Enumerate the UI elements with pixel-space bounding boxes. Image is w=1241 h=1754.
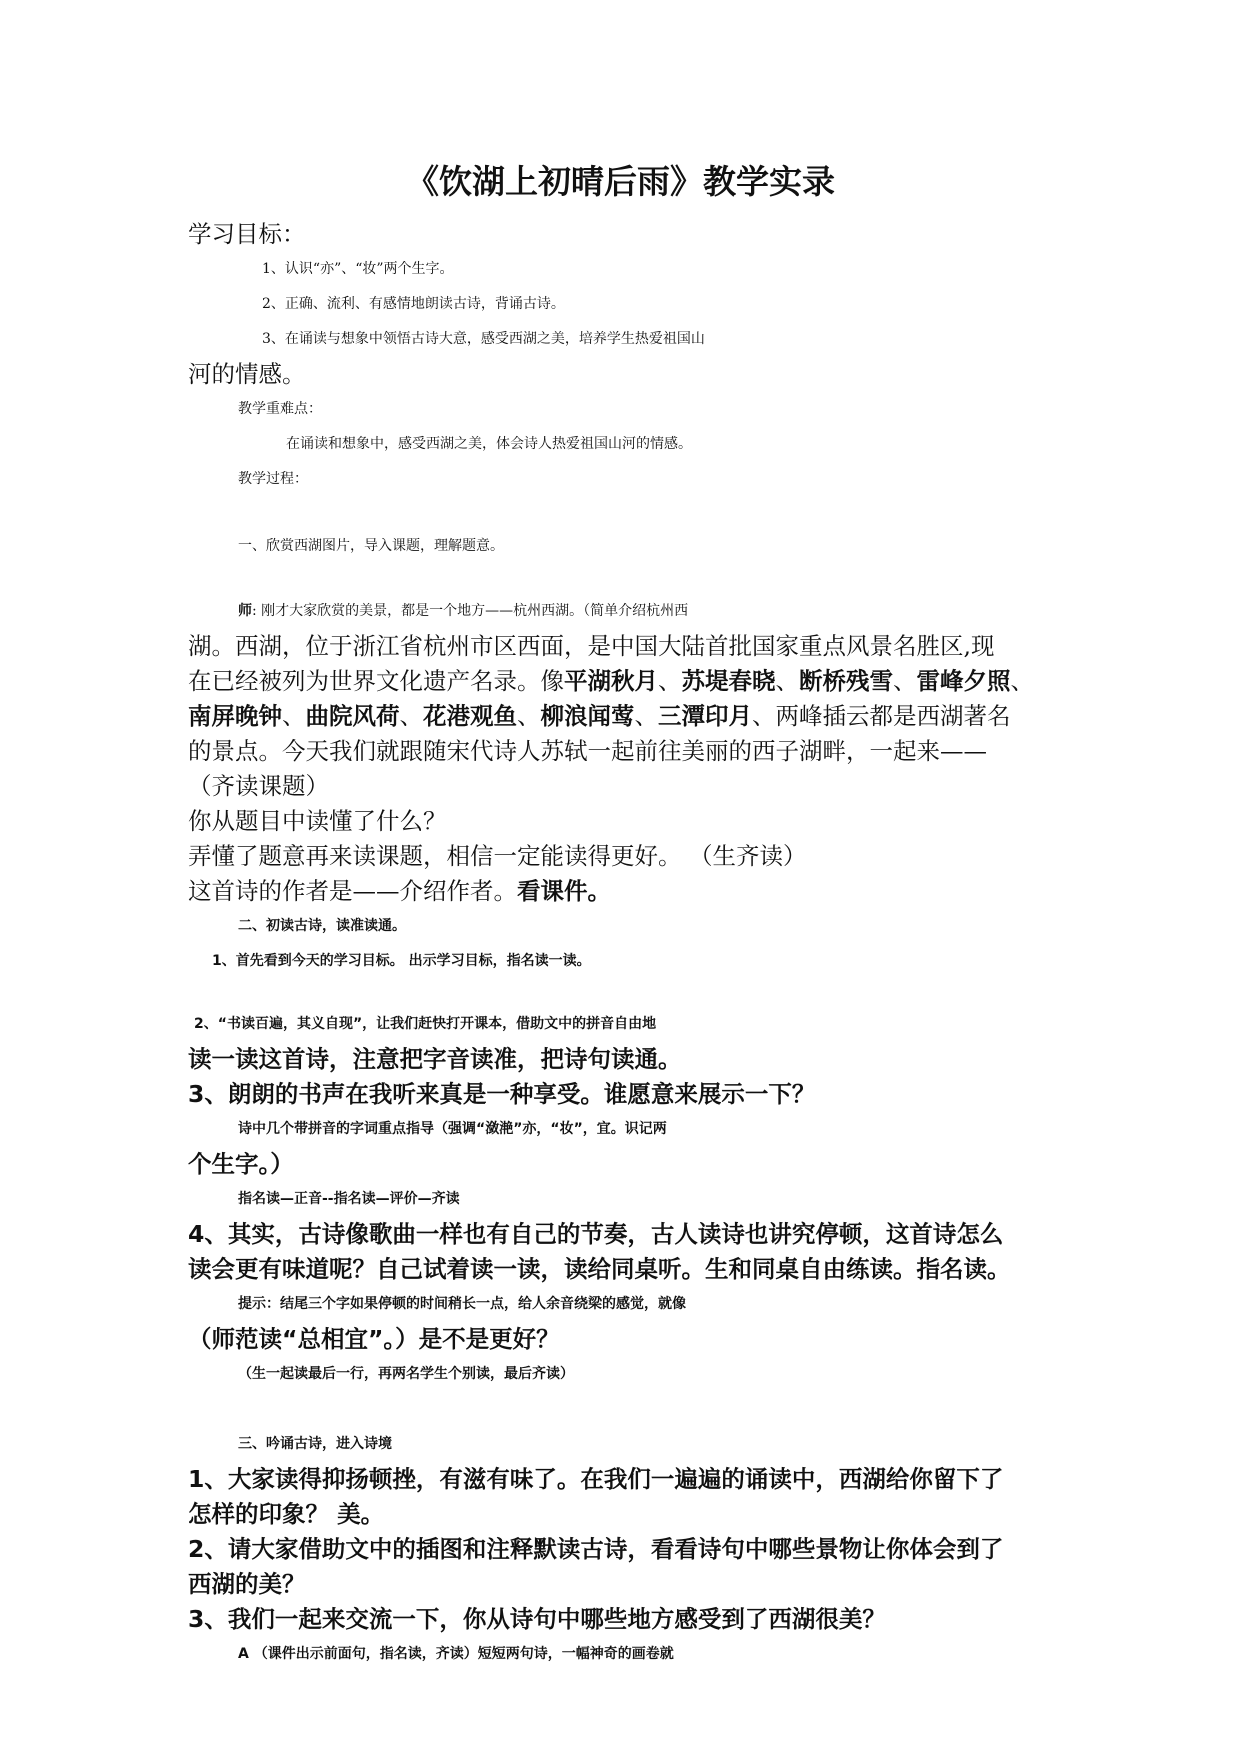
text-segment: 、 <box>282 702 306 730</box>
paragraph-line: 指名读—正音--指名读—评价—齐读 <box>238 1191 460 1207</box>
paragraph-line <box>188 873 1068 909</box>
objective-1: 1、认识“亦”、“妆”两个生字。 <box>262 261 454 277</box>
text-segment: 、两峰插云都是西湖著名 <box>752 702 1011 730</box>
paragraph-line: 3、我们一起来交流一下，你从诗句中哪些地方感受到了西湖很美？ <box>188 1605 886 1633</box>
paragraph-line: 西湖的美？ <box>188 1570 306 1598</box>
paragraph-line: 3、朗朗的书声在我听来真是一种享受。谁愿意来展示一下？ <box>188 1080 816 1108</box>
part-2-heading: 二、初读古诗，读准读通。 <box>238 918 406 934</box>
section-heading-key-points: 教学重难点： <box>238 401 322 417</box>
paragraph-line: 2、请大家借助文中的插图和注释默读古诗，看看诗句中哪些景物让你体会到了 <box>188 1535 1004 1563</box>
text-segment: 、 <box>399 702 423 730</box>
paragraph-line: （生一起读最后一行，再两名学生个别读，最后齐读） <box>238 1366 574 1382</box>
paragraph-line: 读一读这首诗，注意把字音读准，把诗句读通。 <box>188 1045 682 1073</box>
text-segment: 、 <box>1010 667 1034 695</box>
paragraph-line: 2、“书读百遍，其义自现”，让我们赶快打开课本，借助文中的拼音自由地 <box>194 1016 657 1032</box>
paragraph-line: （齐读课题） <box>188 772 329 800</box>
text-segment: 、 <box>634 702 658 730</box>
text-segment: 、 <box>517 702 541 730</box>
paragraph-line <box>188 698 1068 734</box>
text-segment: 在已经被列为世界文化遗产名录。像 <box>188 667 564 695</box>
paragraph-line: 诗中几个带拼音的字词重点指导（强调“潋滟”亦，“妆”，宜。识记两 <box>238 1121 667 1137</box>
scenic-spot: 雷峰夕照 <box>916 667 1011 695</box>
paragraph-line <box>188 663 1068 699</box>
paragraph-line: （师范读“总相宜”。）是不是更好？ <box>188 1325 560 1353</box>
paragraph-line: 提示：结尾三个字如果停顿的时间稍长一点，给人余音绕梁的感觉，就像 <box>238 1296 686 1312</box>
teacher-label: 师 <box>238 603 252 619</box>
paragraph-line: 读会更有味道呢？自己试着读一读，读给同桌听。生和同桌自由练读。指名读。 <box>188 1255 1011 1283</box>
scenic-spot: 苏堤春晓 <box>681 667 776 695</box>
objective-3-cont: 河的情感。 <box>188 360 306 388</box>
text-segment: 这首诗的作者是——介绍作者。 <box>188 877 517 905</box>
paragraph-line: 1、大家读得抑扬顿挫，有滋有味了。在我们一遍遍的诵读中，西湖给你留下了 <box>188 1465 1004 1493</box>
text-segment: 、 <box>775 667 799 695</box>
paragraph-line: 4、其实，古诗像歌曲一样也有自己的节奏，古人读诗也讲究停顿，这首诗怎么 <box>188 1220 1004 1248</box>
scenic-spot: 曲院风荷 <box>305 702 400 730</box>
section-heading-objectives: 学习目标： <box>188 220 306 248</box>
text-segment-bold: 看课件。 <box>517 877 611 905</box>
text-segment: 、 <box>893 667 917 695</box>
scenic-spot: 南屏晚钟 <box>188 702 282 730</box>
document-title: 《饮湖上初晴后雨》教学实录 <box>406 162 835 201</box>
paragraph-line: 1、首先看到今天的学习目标。 出示学习目标，指名读一读。 <box>212 953 591 969</box>
scenic-spot: 柳浪闻莺 <box>540 702 635 730</box>
paragraph-line <box>238 593 1118 629</box>
scenic-spot: 三潭印月 <box>658 702 752 730</box>
scenic-spot: 断桥残雪 <box>799 667 893 695</box>
text-segment: : 刚才大家欣赏的美景，都是一个地方——杭州西湖。（简单介绍杭州西 <box>252 603 689 619</box>
part-1-heading: 一、欣赏西湖图片，导入课题，理解题意。 <box>238 538 504 554</box>
section-heading-process: 教学过程： <box>238 471 308 487</box>
objective-2: 2、正确、流利、有感情地朗读古诗，背诵古诗。 <box>262 296 565 312</box>
paragraph-line: 湖。西湖，位于浙江省杭州市区西面，是中国大陆首批国家重点风景名胜区,现 <box>188 632 995 660</box>
key-points-text: 在诵读和想象中，感受西湖之美，体会诗人热爱祖国山河的情感。 <box>286 436 692 452</box>
text-segment: 、 <box>658 667 682 695</box>
part-3-heading: 三、吟诵古诗，进入诗境 <box>238 1436 392 1452</box>
paragraph-line: 个生字。） <box>188 1150 294 1178</box>
paragraph-line: A （课件出示前面句，指名读，齐读）短短两句诗，一幅神奇的画卷就 <box>238 1646 674 1662</box>
paragraph-line: 的景点。今天我们就跟随宋代诗人苏轼一起前往美丽的西子湖畔，一起来—— <box>188 737 987 765</box>
scenic-spot: 花港观鱼 <box>423 702 517 730</box>
scenic-spot: 平湖秋月 <box>564 667 658 695</box>
paragraph-line: 怎样的印象？ 美。 <box>188 1500 385 1528</box>
paragraph-line: 你从题目中读懂了什么？ <box>188 807 447 835</box>
objective-3: 3、在诵读与想象中领悟古诗大意，感受西湖之美，培养学生热爱祖国山 <box>262 331 705 347</box>
paragraph-line: 弄懂了题意再来读课题，相信一定能读得更好。 （生齐读） <box>188 842 807 870</box>
